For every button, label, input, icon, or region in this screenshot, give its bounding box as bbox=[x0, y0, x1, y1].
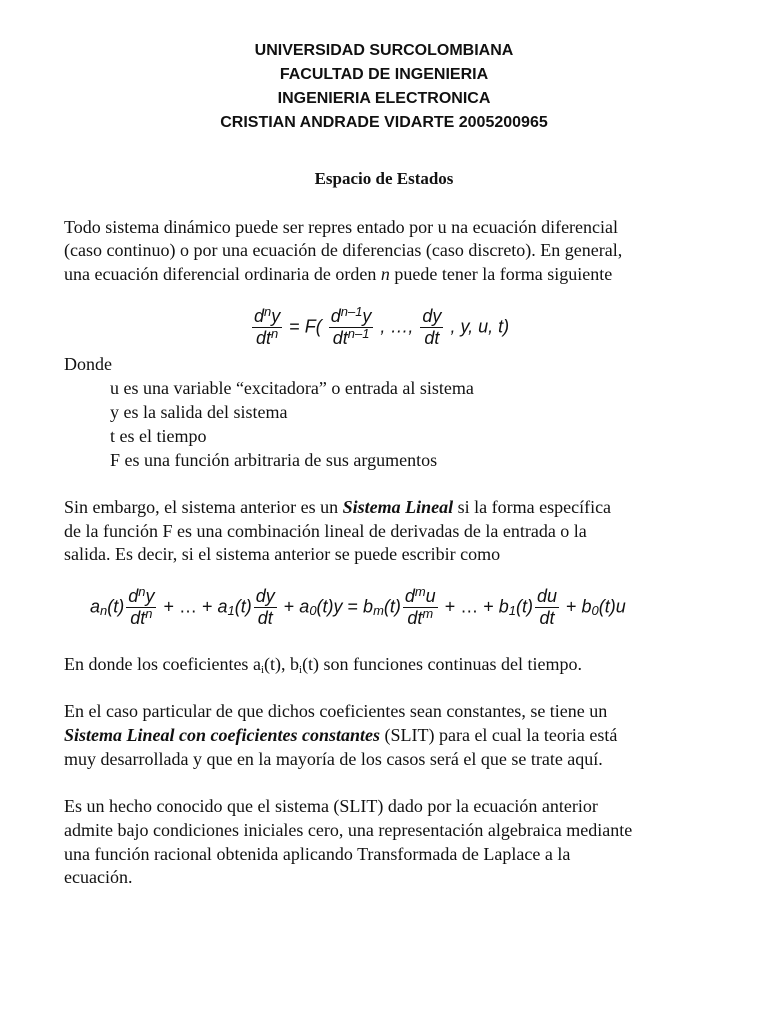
header-author: CRISTIAN ANDRADE VIDARTE 2005200965 bbox=[220, 114, 548, 131]
lineal-line-3: salida. Es decir, si el sistema anterior se puede escribir como bbox=[64, 544, 501, 564]
slit-line-1: En el caso particular de que dichos coeficientes sean constantes, se tiene un bbox=[64, 701, 608, 721]
coef-line: En donde los coeficientes $a_i(t)$, $b_i(t)$ son funciones continuas del tiempo. bbox=[64, 654, 583, 676]
page-title: Espacio de Estados bbox=[314, 169, 454, 188]
intro-line-3: una ecuación diferencial ordinaria de orden n puede tener la forma siguiente bbox=[64, 264, 613, 284]
slit-line-2: Sistema Lineal con coeficientes constantes (SLIT) para el cual la teoria está bbox=[64, 725, 618, 745]
laplace-line-1: Es un hecho conocido que el sistema (SLIT) dado por la ecuación anterior bbox=[64, 796, 598, 816]
slit-line-3: muy desarrollada y que en la mayoría de los casos será el que se trate aquí. bbox=[64, 749, 603, 769]
header-university: UNIVERSIDAD SURCOLOMBIANA bbox=[254, 42, 514, 59]
donde-item-y: y es la salida del sistema bbox=[110, 402, 288, 422]
laplace-line-3: una función racional obtenida aplicando Transformada de Laplace a la bbox=[64, 844, 571, 864]
donde-item-f: F es una función arbitraria de sus argumentos bbox=[110, 450, 438, 470]
donde-item-t: t es el tiempo bbox=[110, 426, 207, 446]
lineal-line-2: de la función F es una combinación lineal de derivadas de la entrada o la bbox=[64, 521, 587, 541]
header-program: INGENIERIA ELECTRONICA bbox=[277, 90, 491, 107]
laplace-line-2: admite bajo condiciones iniciales cero, una representación algebraica mediante bbox=[64, 820, 633, 840]
donde-item-u: u es una variable “excitadora” o entrada al sistema bbox=[110, 378, 474, 398]
donde-label: Donde bbox=[64, 354, 112, 374]
intro-line-2: (caso continuo) o por una ecuación de diferencias (caso discreto). En general, bbox=[64, 240, 623, 260]
intro-line-1: Todo sistema dinámico puede ser repres entado por u na ecuación diferencial bbox=[64, 217, 619, 237]
laplace-line-4: ecuación. bbox=[64, 867, 133, 887]
equation-linear-ode: an(t) $\frac{d^ny}{dt^n}$ + … + a1(t) $\frac{dy}{dt}$ + a0(t)y = bm(t) $\frac{d^mu}{dt^m}$ + … + b1(t) $\frac{du}{dt}$ + b0(t)u bbox=[90, 583, 626, 628]
equation-general-ode: $\frac{d^ny}{dt^n}$ = F( $\frac{d^{n-1}y}{dt^{n-1}}$ , …, $\frac{dy}{dt}$ , y, u, t) bbox=[254, 303, 510, 348]
lineal-line-1: Sin embargo, el sistema anterior es un Sistema Lineal si la forma específica bbox=[64, 497, 612, 517]
header-faculty: FACULTAD DE INGENIERIA bbox=[279, 66, 489, 83]
